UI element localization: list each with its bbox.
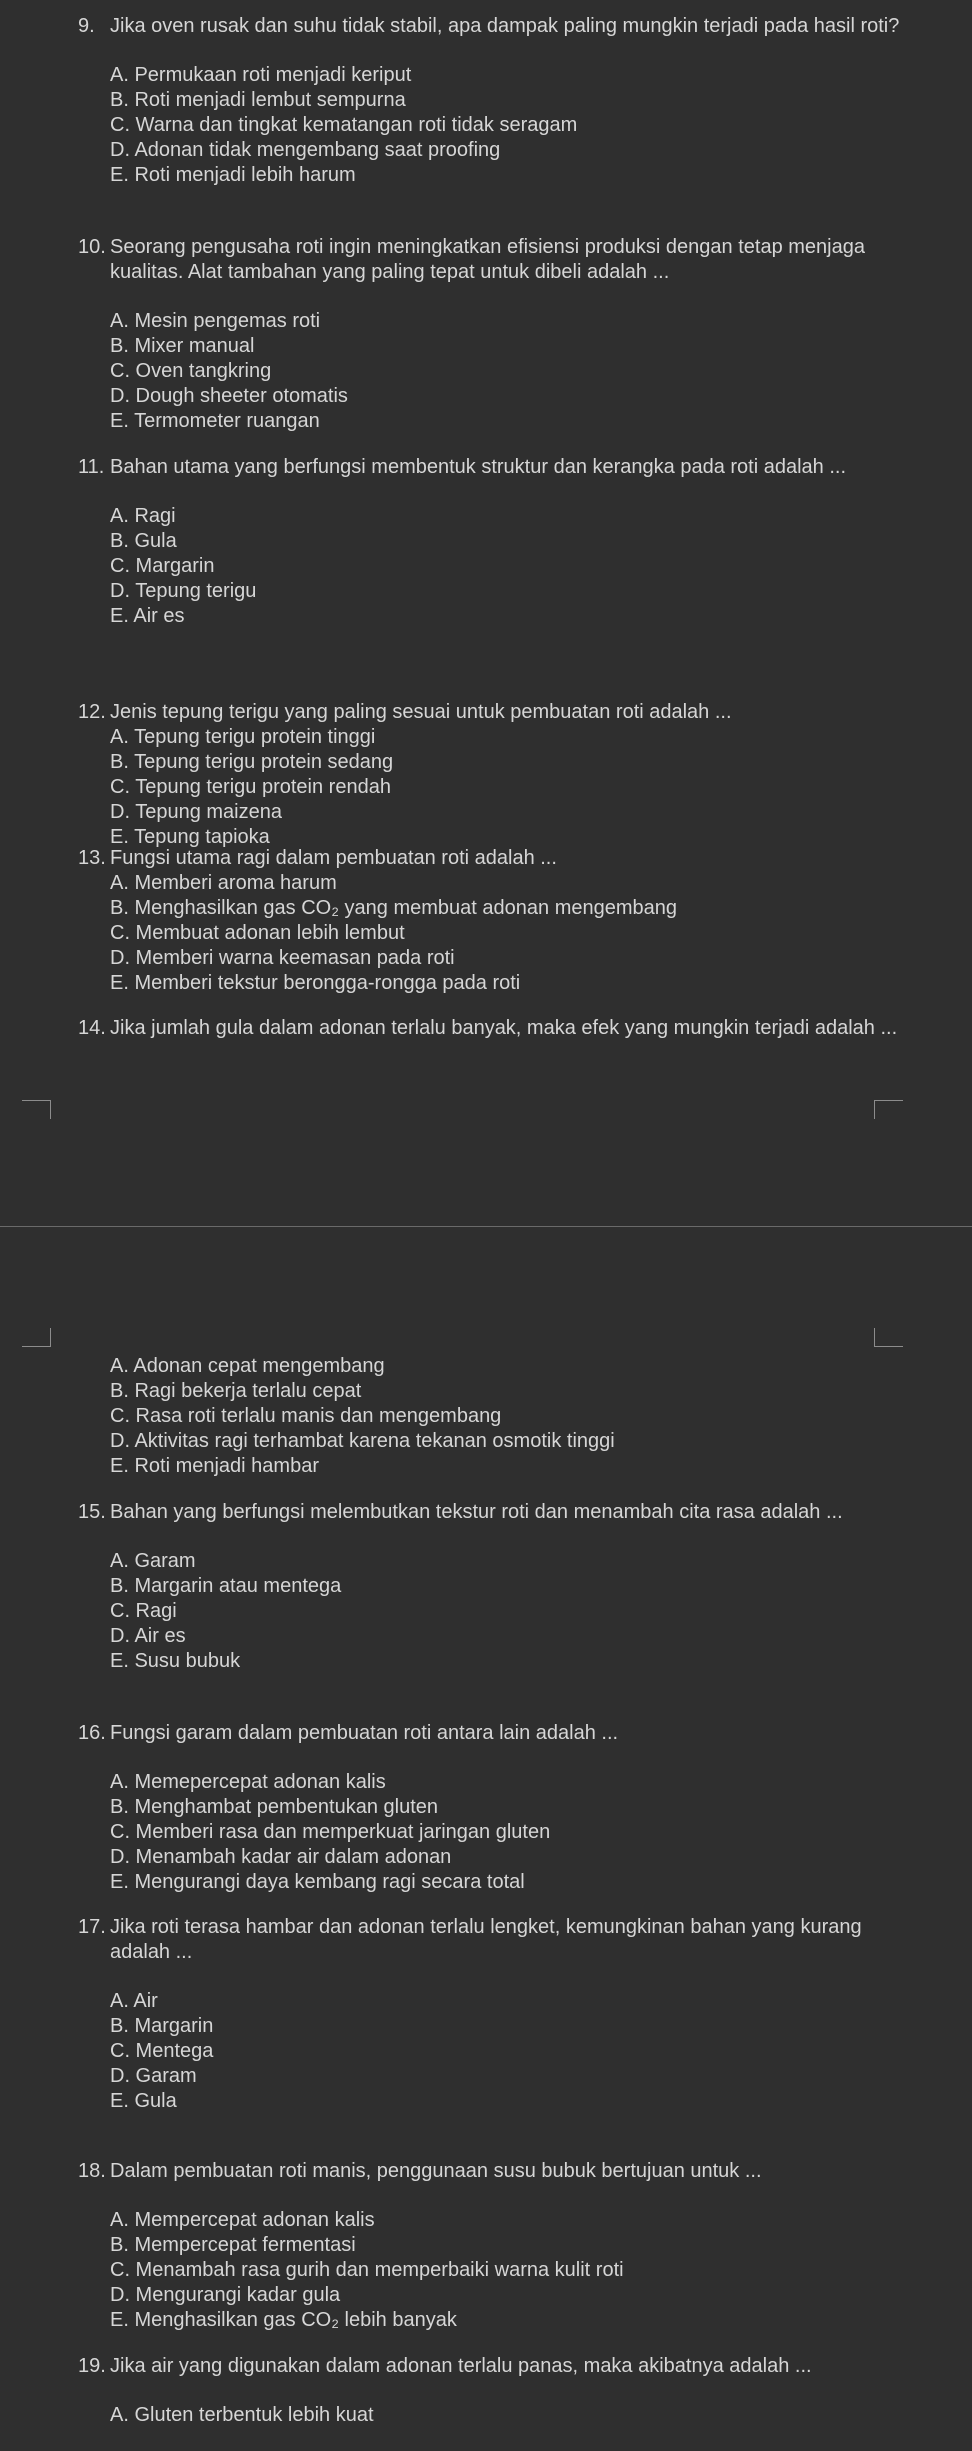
question-text: Dalam pembuatan roti manis, penggunaan susu bubuk bertujuan untuk ...: [110, 2160, 762, 2182]
option-b: B. Menghambat pembentukan gluten: [110, 1796, 438, 1818]
option-a: A. Memberi aroma harum: [110, 872, 337, 894]
option-e: E. Roti menjadi lebih harum: [110, 164, 356, 186]
option-list: [110, 725, 918, 850]
question-text: Bahan utama yang berfungsi membentuk struktur dan kerangka pada roti adalah ...: [110, 456, 847, 478]
option-d: D. Tepung terigu: [110, 580, 257, 602]
option-c: C. Ragi: [110, 1600, 177, 1622]
option-list: [110, 871, 918, 996]
option-c: C. Rasa roti terlalu manis dan mengembang: [110, 1405, 502, 1427]
question-11: [78, 455, 918, 629]
question-19: [78, 2354, 918, 2428]
option-d: D. Air es: [110, 1625, 186, 1647]
question-number: 14.: [78, 1017, 106, 1039]
page-corner-mark: [22, 1100, 51, 1119]
question-number: 11.: [78, 456, 105, 478]
option-b: B. Margarin: [110, 2015, 214, 2037]
question-text: Fungsi garam dalam pembuatan roti antara lain adalah ...: [110, 1722, 619, 1744]
option-d: D. Menambah kadar air dalam adonan: [110, 1846, 452, 1868]
option-a: A. Memepercepat adonan kalis: [110, 1771, 386, 1793]
option-b: B. Roti menjadi lembut sempurna: [110, 89, 406, 111]
option-e: E. Menghasilkan gas CO₂ lebih banyak: [110, 2309, 457, 2331]
question-number: 15.: [78, 1501, 106, 1523]
option-list: [110, 504, 918, 629]
question-17: [78, 1915, 918, 2114]
option-d: D. Tepung maizena: [110, 801, 282, 823]
page-corner-mark: [22, 1328, 51, 1347]
question-number: 17.: [78, 1916, 106, 1938]
option-e: E. Air es: [110, 605, 185, 627]
question-14-options: [78, 1354, 918, 1479]
option-e: E. Susu bubuk: [110, 1650, 241, 1672]
question-number: 18.: [78, 2160, 106, 2182]
option-c: C. Oven tangkring: [110, 360, 272, 382]
option-list: [110, 309, 918, 434]
option-list: [110, 1770, 918, 1895]
option-e: E. Roti menjadi hambar: [110, 1455, 319, 1477]
question-13: [78, 846, 918, 996]
option-e: E. Termometer ruangan: [110, 410, 320, 432]
question-text: Seorang pengusaha roti ingin meningkatkan efisiensi produksi dengan tetap menjaga kualitas. Alat tambahan yang paling tepat untuk dibeli adalah ...: [110, 236, 865, 283]
question-15: [78, 1500, 918, 1674]
option-a: A. Gluten terbentuk lebih kuat: [110, 2404, 374, 2426]
option-list: [110, 2403, 918, 2428]
option-b: B. Mixer manual: [110, 335, 255, 357]
question-18: [78, 2159, 918, 2333]
question-14: [78, 1016, 918, 1041]
option-c: C. Membuat adonan lebih lembut: [110, 922, 405, 944]
option-b: B. Ragi bekerja terlalu cepat: [110, 1380, 362, 1402]
option-a: A. Garam: [110, 1550, 196, 1572]
question-number: 13.: [78, 847, 106, 869]
option-c: C. Menambah rasa gurih dan memperbaiki warna kulit roti: [110, 2259, 624, 2281]
option-b: B. Mempercepat fermentasi: [110, 2234, 356, 2256]
option-a: A. Permukaan roti menjadi keriput: [110, 64, 412, 86]
option-e: E. Mengurangi daya kembang ragi secara total: [110, 1871, 525, 1893]
question-text: Bahan yang berfungsi melembutkan tekstur roti dan menambah cita rasa adalah ...: [110, 1501, 843, 1523]
option-list: [110, 63, 918, 188]
option-c: C. Tepung terigu protein rendah: [110, 776, 391, 798]
option-e: E. Tepung tapioka: [110, 826, 270, 848]
option-list: [110, 1549, 918, 1674]
option-b: B. Menghasilkan gas CO₂ yang membuat adonan mengembang: [110, 897, 677, 919]
page-corner-mark: [874, 1100, 903, 1119]
question-text: Jika roti terasa hambar dan adonan terlalu lengket, kemungkinan bahan yang kurang adalah ...: [110, 1916, 862, 1963]
question-text: Fungsi utama ragi dalam pembuatan roti adalah ...: [110, 847, 557, 869]
question-10: [78, 235, 918, 434]
option-c: C. Margarin: [110, 555, 215, 577]
option-a: A. Mesin pengemas roti: [110, 310, 321, 332]
question-number: 9.: [78, 15, 95, 37]
option-c: C. Memberi rasa dan memperkuat jaringan gluten: [110, 1821, 551, 1843]
question-number: 19.: [78, 2355, 106, 2377]
page-corner-mark: [874, 1328, 903, 1347]
option-b: B. Gula: [110, 530, 177, 552]
question-text: Jika jumlah gula dalam adonan terlalu banyak, maka efek yang mungkin terjadi adalah ...: [110, 1017, 898, 1039]
question-text: Jenis tepung terigu yang paling sesuai untuk pembuatan roti adalah ...: [110, 701, 732, 723]
option-d: D. Garam: [110, 2065, 197, 2087]
question-text: Jika air yang digunakan dalam adonan terlalu panas, maka akibatnya adalah ...: [110, 2355, 812, 2377]
option-a: A. Air: [110, 1990, 158, 2012]
option-a: A. Mempercepat adonan kalis: [110, 2209, 375, 2231]
option-e: E. Memberi tekstur berongga-rongga pada roti: [110, 972, 521, 994]
option-list: [110, 2208, 918, 2333]
question-9: [78, 14, 918, 188]
option-d: D. Dough sheeter otomatis: [110, 385, 348, 407]
option-c: C. Mentega: [110, 2040, 214, 2062]
option-a: A. Tepung terigu protein tinggi: [110, 726, 376, 748]
option-a: A. Adonan cepat mengembang: [110, 1355, 385, 1377]
page-break-divider: [0, 1226, 972, 1227]
option-d: D. Adonan tidak mengembang saat proofing: [110, 139, 501, 161]
option-e: E. Gula: [110, 2090, 177, 2112]
question-number: 16.: [78, 1722, 106, 1744]
option-b: B. Tepung terigu protein sedang: [110, 751, 394, 773]
question-text: Jika oven rusak dan suhu tidak stabil, apa dampak paling mungkin terjadi pada hasil roti?: [110, 15, 900, 37]
question-16: [78, 1721, 918, 1895]
option-a: A. Ragi: [110, 505, 176, 527]
option-d: D. Memberi warna keemasan pada roti: [110, 947, 455, 969]
option-d: D. Mengurangi kadar gula: [110, 2284, 341, 2306]
option-d: D. Aktivitas ragi terhambat karena tekanan osmotik tinggi: [110, 1430, 615, 1452]
option-list: [110, 1989, 918, 2114]
question-number: 10.: [78, 236, 106, 258]
option-list: [110, 1354, 918, 1479]
question-number: 12.: [78, 701, 106, 723]
option-b: B. Margarin atau mentega: [110, 1575, 342, 1597]
question-12: [78, 700, 918, 850]
option-c: C. Warna dan tingkat kematangan roti tidak seragam: [110, 114, 578, 136]
